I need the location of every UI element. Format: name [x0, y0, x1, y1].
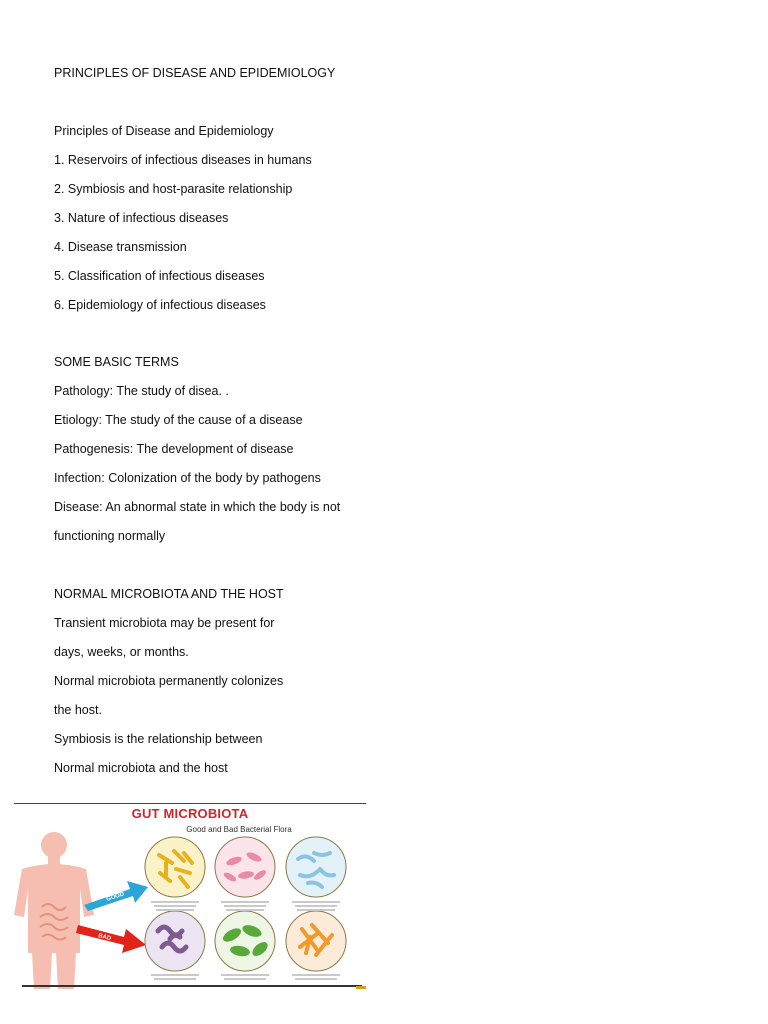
outline-item: 5. Classification of infectious diseases — [54, 269, 265, 283]
human-body-illustration — [14, 832, 94, 989]
bacteria-circle-enterococcus — [215, 911, 275, 971]
outline-item: 2. Symbiosis and host-parasite relationship — [54, 182, 293, 196]
outline-item: 6. Epidemiology of infectious diseases — [54, 298, 266, 312]
term-line: functioning normally — [54, 529, 166, 543]
microbiota-line: Normal microbiota permanently colonizes — [54, 674, 284, 688]
term-line: Pathogenesis: The development of disease — [54, 442, 294, 456]
outline-title: Principles of Disease and Epidemiology — [54, 124, 274, 138]
figure-corner-mark — [356, 986, 366, 989]
bad-arrow — [76, 925, 146, 953]
good-arrow — [84, 881, 148, 911]
term-line: Etiology: The study of the cause of a disease — [54, 413, 303, 427]
bacteria-circle-lactobacillus — [145, 837, 205, 897]
term-line: Pathology: The study of disea. . — [54, 384, 229, 398]
bad-arrow-label: BAD — [97, 933, 112, 943]
document-heading: PRINCIPLES OF DISEASE AND EPIDEMIOLOGY — [54, 66, 336, 80]
outline-item: 4. Disease transmission — [54, 240, 187, 254]
bacteria-circle-clostridium — [286, 911, 346, 971]
gut-microbiota-figure — [14, 803, 366, 989]
bacteria-circle-escherichia — [215, 837, 275, 897]
microbiota-line: days, weeks, or months. — [54, 645, 189, 659]
basic-terms-heading: SOME BASIC TERMS — [54, 355, 179, 369]
term-line: Disease: An abnormal state in which the body is not — [54, 500, 341, 514]
microbiota-line: the host. — [54, 703, 102, 717]
figure-title: GUT MICROBIOTA — [131, 806, 249, 821]
microbiota-line: Normal microbiota and the host — [54, 761, 228, 775]
bacteria-circle-campylobacter — [145, 911, 205, 971]
figure-subtitle: Good and Bad Bacterial Flora — [186, 825, 292, 834]
figure-bottom-rule — [22, 985, 362, 987]
bacteria-circle-bifidobacterium — [286, 837, 346, 897]
outline-item: 1. Reservoirs of infectious diseases in humans — [54, 153, 312, 167]
microbiota-line: Transient microbiota may be present for — [54, 616, 275, 630]
microbiota-line: Symbiosis is the relationship between — [54, 732, 263, 746]
outline-item: 3. Nature of infectious diseases — [54, 211, 229, 225]
term-line: Infection: Colonization of the body by pathogens — [54, 471, 321, 485]
microbiota-heading: NORMAL MICROBIOTA AND THE HOST — [54, 587, 284, 601]
good-arrow-label: GOOD — [105, 891, 126, 903]
